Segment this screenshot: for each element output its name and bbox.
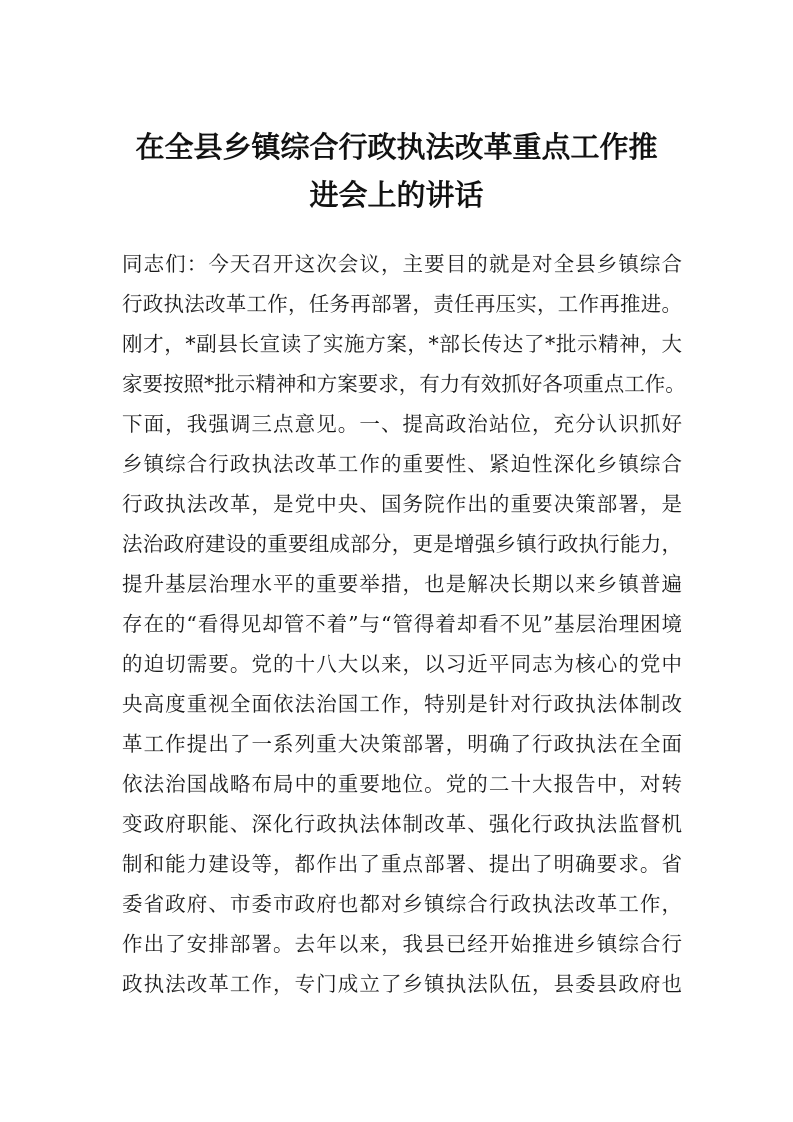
- body-line: 的迫切需要。党的十八大以来，以习近平同志为核心的党中: [122, 652, 682, 676]
- body-line: 委省政府、市委市政府也都对乡镇综合行政执法改革工作，: [122, 892, 682, 916]
- body-line: 央高度重视全面依法治国工作，特别是针对行政执法体制改: [122, 692, 682, 716]
- body-line: 革工作提出了一系列重大决策部署，明确了行政执法在全面: [122, 732, 682, 756]
- body-line: 作出了安排部署。去年以来，我县已经开始推进乡镇综合行: [122, 932, 682, 956]
- body-line: 家要按照*批示精神和方案要求，有力有效抓好各项重点工作。: [122, 372, 686, 396]
- body-line: 存在的“看得见却管不着”与“管得着却看不见”基层治理困境: [122, 612, 682, 636]
- document-title-line-2: 进会上的讲话: [309, 178, 484, 212]
- body-line: 刚才，*副县长宣读了实施方案，*部长传达了*批示精神，大: [122, 332, 682, 356]
- body-line: 下面，我强调三点意见。一、提高政治站位，充分认识抓好: [122, 412, 682, 436]
- body-line: 提升基层治理水平的重要举措，也是解决长期以来乡镇普遍: [122, 572, 682, 596]
- body-line: 同志们：今天召开这次会议，主要目的就是对全县乡镇综合: [122, 252, 682, 276]
- body-line: 行政执法改革，是党中央、国务院作出的重要决策部署，是: [122, 492, 682, 516]
- body-line: 变政府职能、深化行政执法体制改革、强化行政执法监督机: [122, 812, 682, 836]
- body-line: 依法治国战略布局中的重要地位。党的二十大报告中，对转: [122, 772, 682, 796]
- body-line: 行政执法改革工作，任务再部署，责任再压实，工作再推进。: [122, 292, 682, 316]
- body-line: 乡镇综合行政执法改革工作的重要性、紧迫性深化乡镇综合: [122, 452, 682, 476]
- body-line: 制和能力建设等，都作出了重点部署、提出了明确要求。省: [122, 852, 682, 876]
- body-line: 法治政府建设的重要组成部分，更是增强乡镇行政执行能力，: [122, 532, 682, 556]
- document-title-line-1: 在全县乡镇综合行政执法改革重点工作推: [135, 130, 658, 164]
- body-line: 政执法改革工作，专门成立了乡镇执法队伍，县委县政府也: [122, 972, 682, 996]
